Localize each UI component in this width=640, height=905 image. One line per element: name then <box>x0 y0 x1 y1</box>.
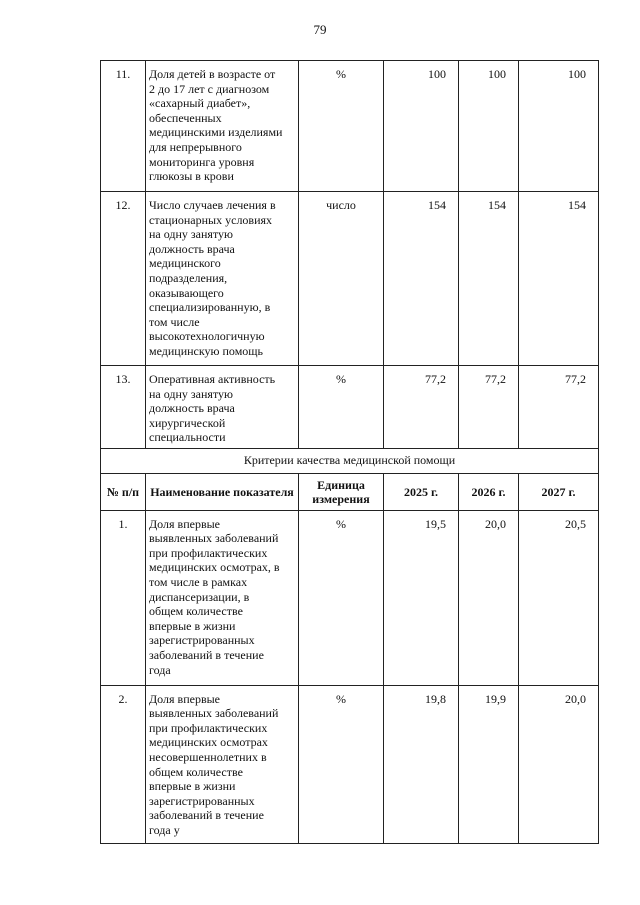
row-number: 12. <box>101 192 146 366</box>
row-value-2025: 100 <box>384 61 459 192</box>
row-number: 2. <box>101 685 146 843</box>
row-name-line: на одну занятую <box>149 227 233 242</box>
table-row <box>101 510 599 685</box>
table-row <box>101 685 599 843</box>
row-name-line: общем количестве <box>149 604 243 619</box>
row-name-line: том числе в рамках <box>149 574 248 589</box>
row-name-line: том числе <box>149 314 200 329</box>
row-value-2027: 154 <box>519 192 599 366</box>
row-name <box>146 685 299 843</box>
row-name-line: мониторинга уровня <box>149 154 255 169</box>
row-name-line: 2 до 17 лет с диагнозом <box>149 81 270 96</box>
row-name-line: медицинского <box>149 256 221 271</box>
row-value-2027: 20,5 <box>519 510 599 685</box>
row-value-2026: 20,0 <box>459 510 519 685</box>
row-value-2026: 100 <box>459 61 519 192</box>
row-name-line: подразделения, <box>149 270 228 285</box>
row-name-line: должность врача <box>149 401 235 416</box>
row-number: 11. <box>101 61 146 192</box>
row-name-line: заболеваний в течение <box>149 647 264 662</box>
row-number: 1. <box>101 510 146 685</box>
row-name-line: выявленных заболеваний <box>149 531 279 546</box>
row-value-2026: 154 <box>459 192 519 366</box>
row-name-line: года <box>149 662 171 677</box>
row-name-line: специализированную, в <box>149 300 271 315</box>
row-unit: число <box>299 192 384 366</box>
row-name-line: Оперативная активность <box>149 372 276 386</box>
row-name-line: Число случаев лечения в <box>149 198 276 212</box>
row-name-line: впервые в жизни <box>149 618 236 633</box>
row-name <box>146 61 299 192</box>
row-name-line: хирургической <box>149 415 226 430</box>
header-unit: Единица измерения <box>299 473 384 510</box>
row-name-line: зарегистрированных <box>149 793 255 808</box>
row-number: 13. <box>101 366 146 449</box>
row-value-2026: 19,9 <box>459 685 519 843</box>
row-name-line: заболеваний в течение <box>149 808 264 823</box>
row-value-2026: 77,2 <box>459 366 519 449</box>
row-name-line: обеспеченных <box>149 110 222 125</box>
row-name <box>146 510 299 685</box>
header-row <box>101 473 599 510</box>
section-row <box>101 449 599 474</box>
row-name <box>146 192 299 366</box>
row-name-line: специальности <box>149 430 226 445</box>
row-name-line: зарегистрированных <box>149 633 255 648</box>
row-name-line: несовершеннолетних в <box>149 749 267 764</box>
row-unit: % <box>299 685 384 843</box>
table-row <box>101 366 599 449</box>
table-row <box>101 192 599 366</box>
header-2025: 2025 г. <box>384 473 459 510</box>
row-name-line: выявленных заболеваний <box>149 706 279 721</box>
row-unit: % <box>299 366 384 449</box>
row-name-line: «сахарный диабет», <box>149 96 251 111</box>
row-name-line: оказывающего <box>149 285 224 300</box>
row-name-line: высокотехнологичную <box>149 329 265 344</box>
row-name-line: медицинских осмотрах, в <box>149 560 280 575</box>
row-name <box>146 366 299 449</box>
row-name-line: медицинскую помощь <box>149 343 264 358</box>
row-unit: % <box>299 61 384 192</box>
row-name-line: медицинскими изделиями <box>149 125 283 140</box>
row-name-line: года у <box>149 822 180 837</box>
row-name-line: стационарных условиях <box>149 212 273 227</box>
row-name-line: глюкозы в крови <box>149 169 234 184</box>
row-value-2027: 100 <box>519 61 599 192</box>
row-name-line: для непрерывного <box>149 139 242 154</box>
row-name-line: Доля детей в возрасте от <box>149 67 276 81</box>
row-name-line: при профилактических <box>149 545 268 560</box>
row-name-line: общем количестве <box>149 764 243 779</box>
row-value-2025: 19,8 <box>384 685 459 843</box>
header-2027: 2027 г. <box>519 473 599 510</box>
row-value-2025: 154 <box>384 192 459 366</box>
table-row <box>101 61 599 192</box>
indicators-table <box>100 60 599 844</box>
row-unit: % <box>299 510 384 685</box>
row-value-2027: 20,0 <box>519 685 599 843</box>
row-value-2025: 77,2 <box>384 366 459 449</box>
row-name-line: диспансеризации, в <box>149 589 250 604</box>
row-name-line: при профилактических <box>149 720 268 735</box>
row-value-2027: 77,2 <box>519 366 599 449</box>
row-name-line: медицинских осмотрах <box>149 735 268 750</box>
row-value-2025: 19,5 <box>384 510 459 685</box>
row-name-line: впервые в жизни <box>149 779 236 794</box>
row-name-line: Доля впервые <box>149 691 221 706</box>
row-name-line: должность врача <box>149 241 235 256</box>
row-name-line: Доля впервые <box>149 516 221 531</box>
row-name-line: на одну занятую <box>149 386 233 401</box>
header-num: № п/п <box>101 473 146 510</box>
header-name: Наименование показателя <box>146 473 299 510</box>
section-title: Критерии качества медицинской помощи <box>101 449 599 474</box>
page-number: 79 <box>313 22 327 37</box>
header-2026: 2026 г. <box>459 473 519 510</box>
